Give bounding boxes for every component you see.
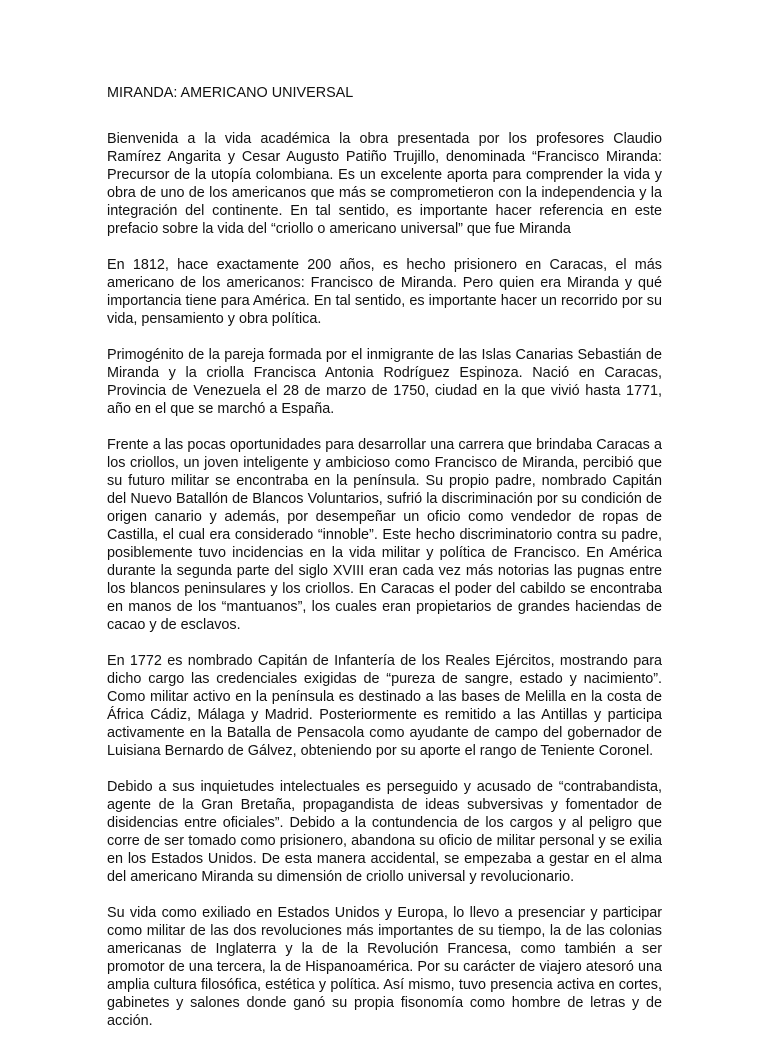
paragraph-2: En 1812, hace exactamente 200 años, es hecho prisionero en Caracas, el más americano de los americanos: Francisco de Miranda. Pero quien era Miranda y qué importancia tiene para América. En tal sentido, es importante hacer un recorrido por su vida, pensamiento y obra política. [107, 257, 662, 327]
paragraph-7: Su vida como exiliado en Estados Unidos y Europa, lo llevo a presenciar y participar como militar de las dos revoluciones más importantes de su tiempo, la de las colonias americanas de Inglaterra y la de la Revolución Francesa, como también a ser promotor de una tercera, la de Hispanoamérica. Por su carácter de viajero atesoró una amplia cultura filosófica, estética y política. Así mismo, tuvo presencia activa en cortes, gabinetes y salones donde ganó su propia fisonomía como hombre de letras y de acción. [107, 905, 662, 1029]
paragraph-4: Frente a las pocas oportunidades para desarrollar una carrera que brindaba Caracas a los criollos, un joven inteligente y ambicioso como Francisco de Miranda, percibió que su futuro militar se encontraba en la península. Su propio padre, nombrado Capitán del Nuevo Batallón de Blancos Voluntarios, sufrió la discriminación por su condición de origen canario y además, por desempeñar un oficio como vendedor de ropas de Castilla, el cual era considerado “innoble”. Este hecho discriminatorio contra su padre, posiblemente tuvo incidencias en la vida militar y política de Francisco. En América durante la segunda parte del siglo XVIII eran cada vez más notorias las pugnas entre los blancos peninsulares y los criollos. En Caracas el poder del cabildo se encontraba en manos de los “mantuanos”, los cuales eran propietarios de grandes haciendas de cacao y de esclavos. [107, 437, 662, 633]
paragraph-5: En 1772 es nombrado Capitán de Infantería de los Reales Ejércitos, mostrando para dicho cargo las credenciales exigidas de “pureza de sangre, estado y nacimiento”. Como militar activo en la península es destinado a las bases de Melilla en la costa de África Cádiz, Málaga y Madrid. Posteriormente es remitido a las Antillas y participa activamente en la Batalla de Pensacola como ayudante de campo del gobernador de Luisiana Bernardo de Gálvez, obteniendo por su aporte el rango de Teniente Coronel. [107, 653, 662, 759]
paragraph-1: Bienvenida a la vida académica la obra presentada por los profesores Claudio Ramírez Angarita y Cesar Augusto Patiño Trujillo, denominada “Francisco Miranda: Precursor de la utopía colombiana. Es un excelente aporta para comprender la vida y obra de uno de los americanos que más se comprometieron con la independencia y la integración del continente. En tal sentido, es importante hacer referencia en este prefacio sobre la vida del “criollo o americano universal” que fue Miranda [107, 131, 662, 237]
paragraph-3: Primogénito de la pareja formada por el inmigrante de las Islas Canarias Sebastián de Miranda y la criolla Francisca Antonia Rodríguez Espinoza. Nació en Caracas, Provincia de Venezuela el 28 de marzo de 1750, ciudad en la que vivió hasta 1771, año en el que se marchó a España. [107, 347, 662, 417]
document-title: MIRANDA: AMERICANO UNIVERSAL [107, 85, 354, 101]
paragraph-6: Debido a sus inquietudes intelectuales es perseguido y acusado de “contrabandista, agente de la Gran Bretaña, propagandista de ideas subversivas y fomentador de disidencias entre oficiales”. Debido a la contundencia de los cargos y al peligro que corre de ser tomado como prisionero, abandona su oficio de militar personal y se exilia en los Estados Unidos. De esta manera accidental, se empezaba a gestar en el alma del americano Miranda su dimensión de criollo universal y revolucionario. [107, 779, 662, 885]
document-page [107, 84, 662, 1048]
